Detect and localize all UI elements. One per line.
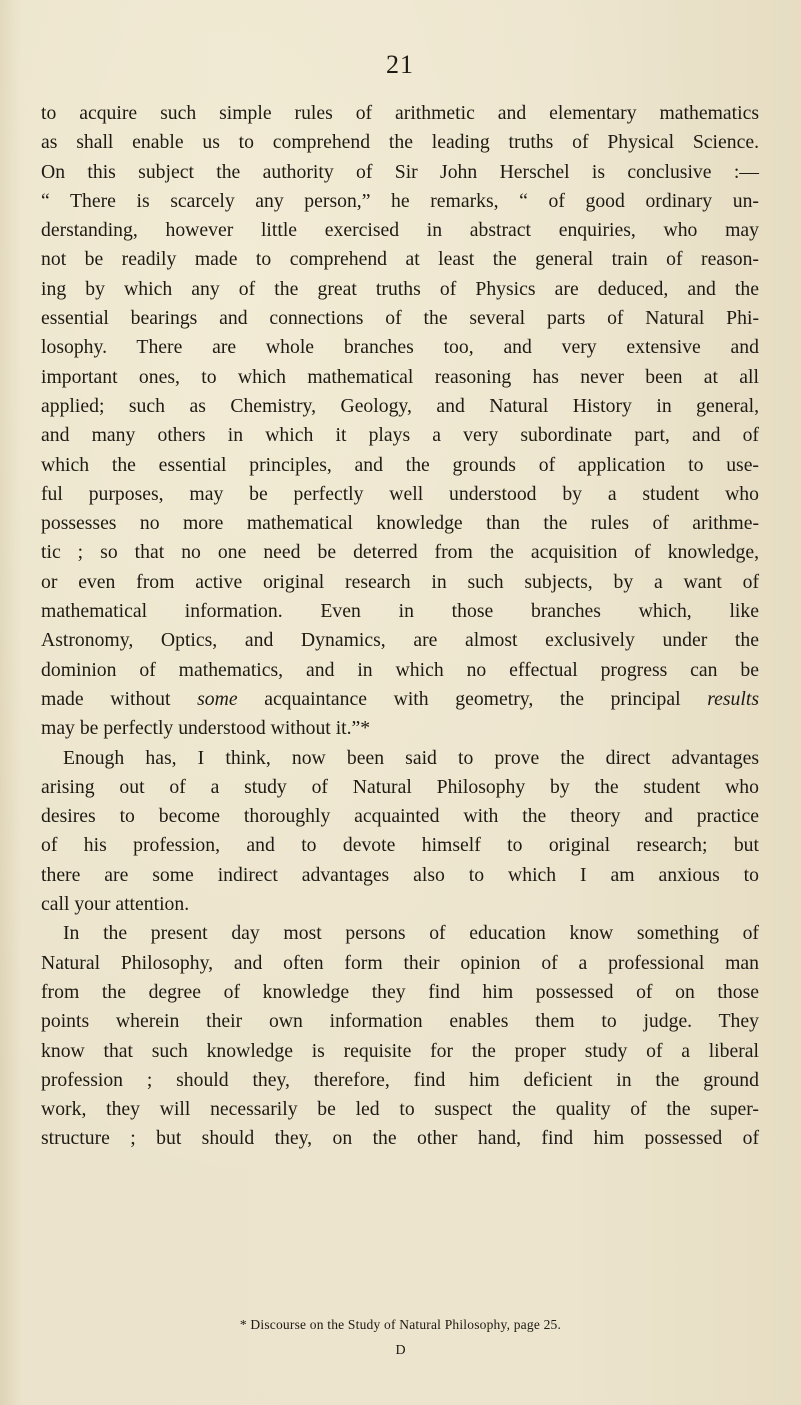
text-line: essential bearings and connections of the several parts of Natural Phi- [41, 307, 759, 330]
text-line: tic ; so that no one need be deterred from the acquisition of knowledge, [41, 541, 759, 564]
text-line: which the essential principles, and the grounds of application to use- [41, 453, 759, 476]
text-line: On this subject the authority of Sir John Herschel is conclusive :— [41, 160, 759, 183]
signature-mark: D [395, 1343, 406, 1358]
text-line: structure ; but should they, on the other hand, find him possessed of [41, 1127, 759, 1150]
text-line: derstanding, however little exercised in abstract enquiries, who may [41, 219, 759, 242]
text-line: ing by which any of the great truths of Physics are deduced, and the [41, 277, 759, 300]
text-line: mathematical information. Even in those branches which, like [41, 600, 759, 623]
text-line: dominion of mathematics, and in which no effectual progress can be [41, 658, 759, 681]
text-line: not be readily made to comprehend at least the general train of reason- [41, 248, 759, 271]
text-line: possesses no more mathematical knowledge than the rules of arithme- [41, 512, 759, 535]
text-line: In the present day most persons of education know something of [63, 922, 759, 945]
text-line: Astronomy, Optics, and Dynamics, are almost exclusively under the [41, 629, 759, 652]
text-line: there are some indirect advantages also to which I am anxious to [41, 863, 759, 886]
text-line: call your attention. [41, 893, 190, 916]
text-line: and many others in which it plays a very subordinate part, and of [41, 424, 759, 447]
text-line: of his profession, and to devote himself to original research; but [41, 834, 759, 857]
page-number: 21 [386, 50, 414, 79]
text-line: applied; such as Chemistry, Geology, and Natural History in general, [41, 394, 759, 417]
text-line: or even from active original research in such subjects, by a want of [41, 570, 759, 593]
text-line: know that such knowledge is requisite for the proper study of a liberal [41, 1039, 759, 1062]
text-line: as shall enable us to comprehend the leading truths of Physical Science. [41, 131, 759, 154]
text-line: from the degree of knowledge they find him possessed of on those [41, 980, 759, 1003]
text-line: Natural Philosophy, and often form their opinion of a professional man [41, 951, 759, 974]
footnote: * Discourse on the Study of Natural Philosophy, page 25. [239, 1317, 562, 1332]
text-line: important ones, to which mathematical reasoning has never been at all [41, 365, 759, 388]
text-line: arising out of a study of Natural Philosophy by the student who [41, 775, 759, 798]
text-line: Enough has, I think, now been said to prove the direct advantages [63, 746, 759, 769]
text-line: ful purposes, may be perfectly well understood by a student who [41, 482, 759, 505]
text-line: points wherein their own information enables them to judge. They [41, 1010, 759, 1033]
body-text [41, 99, 759, 1154]
text-line: “ There is scarcely any person,” he remarks, “ of good ordinary un- [41, 189, 759, 212]
text-line: to acquire such simple rules of arithmetic and elementary mathematics [41, 102, 759, 124]
text-line: work, they will necessarily be led to suspect the quality of the super- [41, 1098, 759, 1121]
text-line: made without some acquaintance with geometry, the principal results [41, 687, 759, 710]
text-line: may be perfectly understood without it.”* [41, 717, 371, 740]
text-line: losophy. There are whole branches too, and very extensive and [41, 336, 759, 359]
text-line: desires to become thoroughly acquainted with the theory and practice [41, 805, 759, 828]
text-line: profession ; should they, therefore, find him deficient in the ground [41, 1068, 759, 1091]
